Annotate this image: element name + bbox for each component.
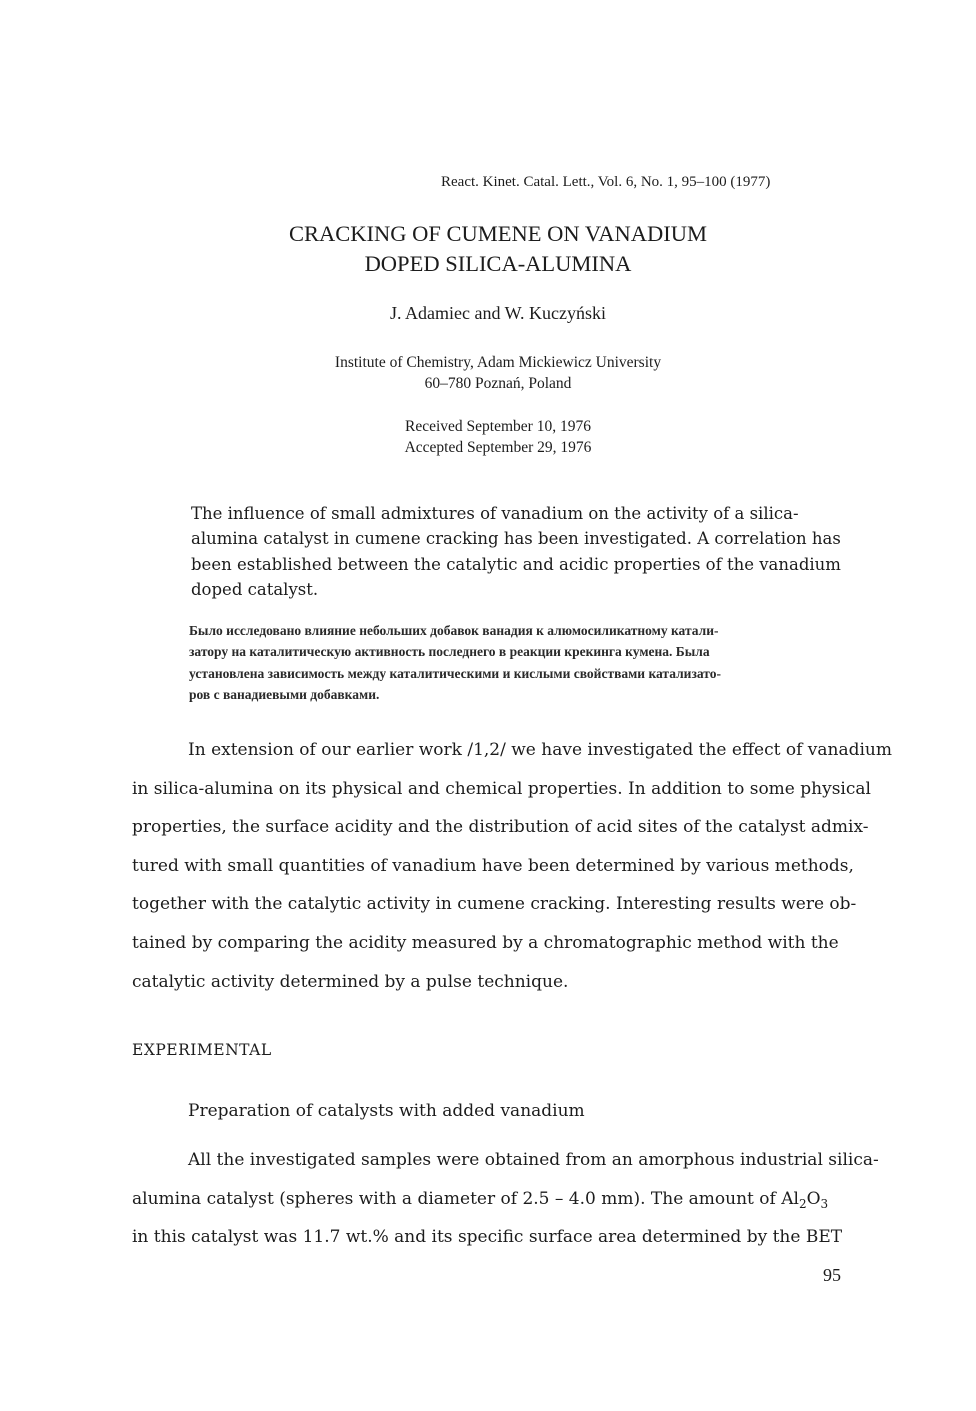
introduction-paragraph <box>132 731 922 1001</box>
formula-subscript: 3 <box>820 1196 829 1211</box>
affiliation-line: 60–780 Poznań, Poland <box>424 375 572 392</box>
authors: J. Adamiec and W. Kuczyński <box>390 303 606 323</box>
abstract-line: alumina catalyst in cumene cracking has been investigated. A correlation has <box>191 529 841 549</box>
article-dates <box>200 416 796 458</box>
title-line: CRACKING OF CUMENE ON VANADIUM <box>289 221 707 246</box>
abstract-line: Было исследовано влияние небольших добавок ванадия к алюмосиликатному катали- <box>189 623 719 638</box>
formula-element: Al <box>781 1188 799 1209</box>
formula-element: O <box>806 1188 821 1209</box>
article-title <box>200 219 796 279</box>
body-line: tained by comparing the acidity measured by a chromatographic method with the <box>132 932 839 953</box>
abstract-line: ров с ванадиевыми добавками. <box>189 686 380 702</box>
abstract-line: doped catalyst. <box>191 579 319 599</box>
received-date: Received September 10, 1976 <box>405 418 591 435</box>
abstract-english <box>191 501 891 602</box>
journal-reference: React. Kinet. Catal. Lett., Vol. 6, No. 1, 95–100 (1977) <box>441 174 771 190</box>
affiliation <box>200 352 796 394</box>
body-line: tured with small quantities of vanadium have been determined by various methods, <box>132 855 854 876</box>
body-line <box>132 1180 922 1219</box>
abstract-line: затору на каталитическую активность последнего в реакции крекинга кумена. Была <box>189 644 710 660</box>
abstract-line: The influence of small admixtures of vanadium on the activity of a silica- <box>191 504 799 523</box>
formula-subscript: 2 <box>798 1196 807 1211</box>
page-number: 95 <box>823 1265 841 1285</box>
body-line: together with the catalytic activity in cumene cracking. Interesting results were ob- <box>132 894 857 915</box>
accepted-date: Accepted September 29, 1976 <box>404 439 592 456</box>
body-line: in silica-alumina on its physical and chemical properties. In addition to some physical <box>132 778 871 799</box>
subsection-heading: Preparation of catalysts with added vanadium <box>188 1101 585 1121</box>
body-line: All the investigated samples were obtained from an amorphous industrial silica- <box>188 1150 879 1170</box>
body-line: in this catalyst was 11.7 wt.% and its specific surface area determined by the BET <box>132 1227 843 1248</box>
section-heading: EXPERIMENTAL <box>132 1041 272 1059</box>
chemical-formula <box>781 1189 828 1209</box>
abstract-line: been established between the catalytic and acidic properties of the vanadium <box>191 554 841 574</box>
experimental-paragraph <box>132 1141 922 1257</box>
title-line: DOPED SILICA-ALUMINA <box>364 251 632 276</box>
body-line: In extension of our earlier work /1,2/ we have investigated the effect of vanadium <box>188 740 892 760</box>
abstract-line: установлена зависимость между каталитическими и кислыми свойствами катализато- <box>189 665 721 681</box>
body-line: catalytic activity determined by a pulse technique. <box>132 971 569 992</box>
body-line: properties, the surface acidity and the distribution of acid sites of the catalyst admix- <box>132 817 869 838</box>
abstract-russian <box>189 620 889 705</box>
affiliation-line: Institute of Chemistry, Adam Mickiewicz University <box>334 354 662 371</box>
body-text: alumina catalyst (spheres with a diameter of 2.5 – 4.0 mm). The amount of <box>132 1188 782 1209</box>
